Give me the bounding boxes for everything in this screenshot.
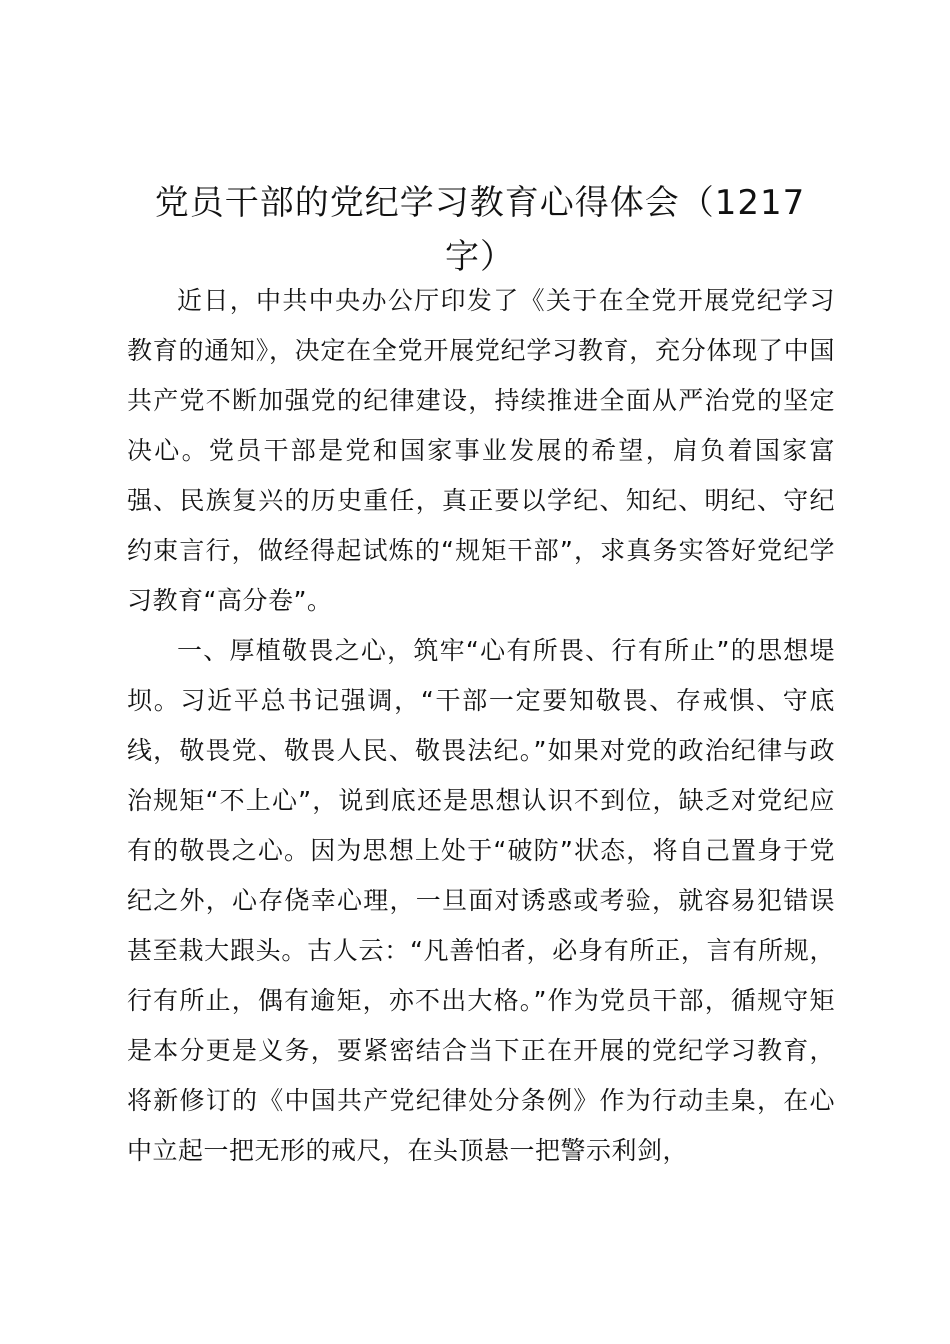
paragraph-section-one: 一、厚植敬畏之心，筑牢“心有所畏、行有所止”的思想堤坝。习近平总书记强调，“干部一定要知敬畏、存戒惧、守底线，敬畏党、敬畏人民、敬畏法纪。”如果对党的政治纪律与政治规矩“不上心”，说到底还是思想认识不到位，缺乏对党纪应有的敬畏之心。因为思想上处于“破防”状态，将自己置身于党纪之外，心存侥幸心理，一旦面对诱惑或考验，就容易犯错误甚至栽大跟头。古人云：“凡善怕者，必身有所正，言有所规，行有所止，偶有逾矩，亦不出大格。”作为党员干部，循规守矩是本分更是义务，要紧密结合当下正在开展的党纪学习教育，将新修订的《中国共产党纪律处分条例》作为行动圭臬，在心中立起一把无形的戒尺，在头顶悬一把警示利剑， <box>127 636 835 1165</box>
document-title: 党员干部的党纪学习教育心得体会（1217字） <box>154 183 806 277</box>
document-body <box>127 276 835 1176</box>
paragraph-intro: 近日，中共中央办公厅印发了《关于在全党开展党纪学习教育的通知》，决定在全党开展党纪学习教育，充分体现了中国共产党不断加强党的纪律建设，持续推进全面从严治党的坚定决心。党员干部是党和国家事业发展的希望，肩负着国家富强、民族复兴的历史重任，真正要以学纪、知纪、明纪、守纪约束言行，做经得起试炼的“规矩干部”，求真务实答好党纪学习教育“高分卷”。 <box>127 286 835 615</box>
